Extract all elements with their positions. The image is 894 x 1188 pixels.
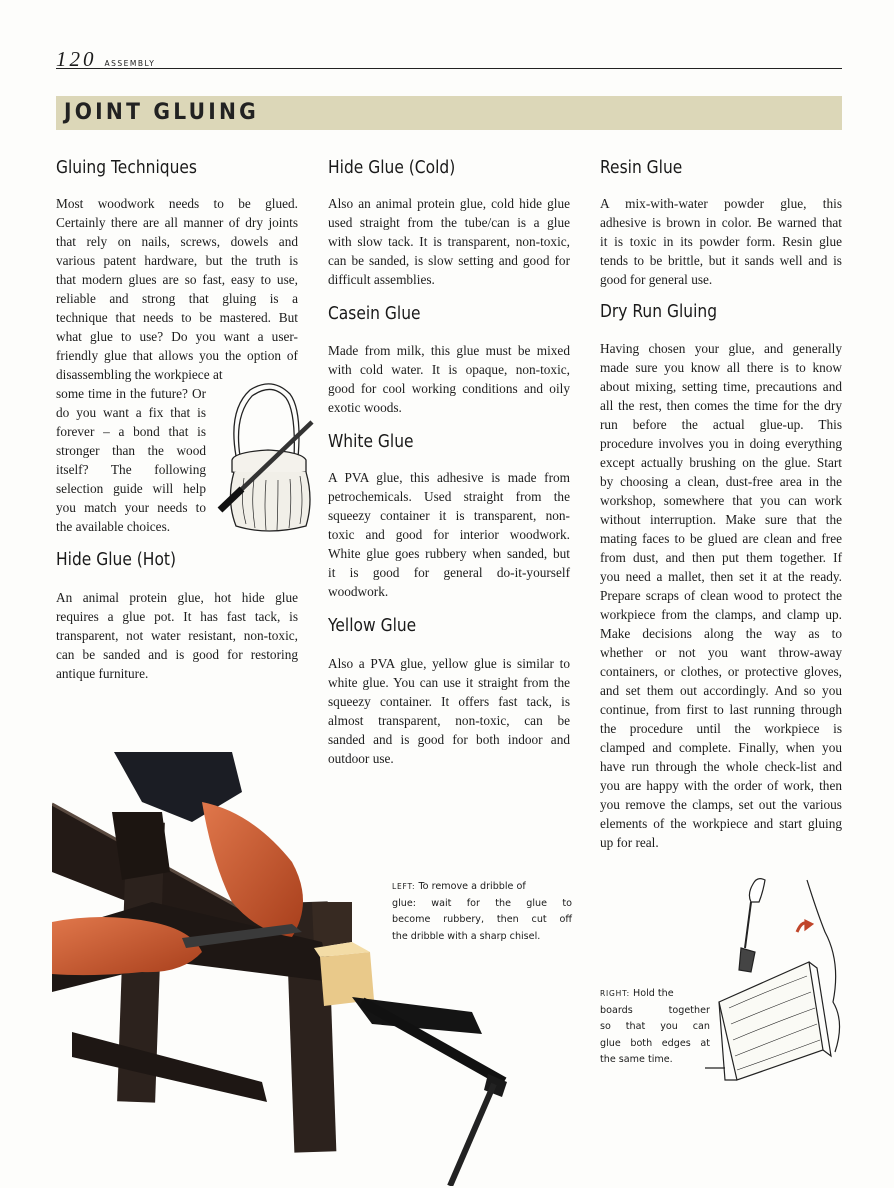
text-line: reliable and strong that gluing is a xyxy=(56,291,298,306)
text-line: stronger than the wood xyxy=(56,443,206,458)
heading-yellow-glue: Yellow Glue xyxy=(328,615,417,636)
para-yellow-glue xyxy=(328,654,570,768)
text-line: continue, from first to last running through xyxy=(600,702,842,717)
heading-dry-run-gluing: Dry Run Gluing xyxy=(600,301,718,322)
para-casein-glue xyxy=(328,341,570,417)
text-line: Make decisions along the way as to xyxy=(600,626,842,641)
text-line: so that you can xyxy=(600,1021,710,1032)
text-line: workshop, somewhere that you can work xyxy=(600,493,842,508)
heading-white-glue: White Glue xyxy=(328,431,414,452)
text-line: good for cool working conditions and oily xyxy=(328,381,570,396)
text-line: An animal protein glue, hot hide glue xyxy=(56,590,298,605)
text-line: technique that needs to be mastered. But xyxy=(56,310,298,325)
section-name: ASSEMBLY xyxy=(104,59,156,68)
text-line: glue: wait for the glue to xyxy=(392,897,572,909)
text-line: sanded and is good for both indoor and xyxy=(328,732,570,747)
text-line: white glue. You can use it straight from the xyxy=(328,675,570,690)
text-line: A mix-with-water powder glue, this xyxy=(600,196,842,211)
text-line: Also an animal protein glue, cold hide glue xyxy=(328,196,570,211)
text-line: by choosing a clean, dust-free area in the xyxy=(600,474,842,489)
text-line: that modern glues are so fast, easy to use, xyxy=(56,272,298,287)
text-line: woodwork. xyxy=(328,584,389,599)
text-line: it is toxic in its powder form. Resin glue xyxy=(600,234,842,249)
heading-casein-glue: Casein Glue xyxy=(328,303,421,324)
page-number: 120 xyxy=(56,47,97,71)
para-resin-glue xyxy=(600,194,842,289)
text-line: up for real. xyxy=(600,835,659,850)
text-line: clamped and complete. Finally, when you xyxy=(600,740,842,755)
text-line: some time in the future? Or xyxy=(56,386,206,401)
text-line: you are happy with the order of work, then xyxy=(600,778,842,793)
text-line: all the rest, then comes the time for the dry xyxy=(600,398,842,413)
text-line: containers, or clothes, or protective gloves, xyxy=(600,664,842,679)
text-line: itself? The following xyxy=(56,462,206,477)
text-line: run before the actual glue-up. This xyxy=(600,417,842,432)
text-line: various patent hardware, but the truth is xyxy=(56,253,298,268)
text-line: exotic woods. xyxy=(328,400,402,415)
text-line: with cold water. It is opaque, non-toxic, xyxy=(328,362,570,377)
text-line: almost transparent, non-toxic, can be xyxy=(328,713,570,728)
heading-resin-glue: Resin Glue xyxy=(600,157,683,178)
text-line: you match your needs to xyxy=(56,500,206,515)
text-line: glue both edges at xyxy=(600,1037,710,1049)
boards-sketch xyxy=(705,872,850,1084)
text-line: can be sanded and is good for restoring xyxy=(56,647,298,662)
text-line: selection guide will help xyxy=(56,481,206,496)
caption-left xyxy=(392,879,572,945)
text-line: without interruption. Make sure that the xyxy=(600,512,842,527)
text-line: made sure you know all there is to know xyxy=(600,360,842,375)
glue-pot-illustration xyxy=(214,360,318,536)
text-line: difficult assemblies. xyxy=(328,272,435,287)
text-line: the procedure until the workpiece is xyxy=(600,721,842,736)
text-line: outdoor use. xyxy=(328,751,394,766)
clamp-photo xyxy=(52,752,522,1186)
caption-right-tag: RIGHT: xyxy=(600,989,630,998)
para-hide-glue-cold xyxy=(328,194,570,289)
text-line: elements of the workpiece and start gluing xyxy=(600,816,842,831)
text-line: from dust, and then put them together. If xyxy=(600,550,842,565)
text-line: antique furniture. xyxy=(56,666,149,681)
text-line: what glue to use? Do you want a user- xyxy=(56,329,298,344)
text-line: To remove a dribble of xyxy=(418,881,526,892)
para-white-glue xyxy=(328,468,570,601)
text-line: Hold the xyxy=(633,988,674,999)
text-line: friendly glue that allows you the option of xyxy=(56,348,298,363)
column-2 xyxy=(328,157,570,768)
text-line: boards together xyxy=(600,1004,710,1016)
text-line: the same time. xyxy=(600,1054,673,1065)
text-line: good for general use. xyxy=(600,272,713,287)
text-line: petrochemicals. Used straight from the xyxy=(328,489,570,504)
text-line: workpiece from the clamps, and clamp up. xyxy=(600,607,842,622)
text-line: with slow tack. It is transparent, non-toxic, xyxy=(328,234,570,249)
text-line: used straight from the tube/can is a glue xyxy=(328,215,570,230)
text-line: A PVA glue, this adhesive is made from xyxy=(328,470,570,485)
text-line: it is good for general do-it-yourself xyxy=(328,565,570,580)
text-line: except actually brushing on the glue. Start xyxy=(600,455,842,470)
text-line: squeezy container it is transparent, non- xyxy=(328,508,570,523)
text-line: adhesive is brown in color. Be warned that xyxy=(600,215,842,230)
title-band xyxy=(56,96,842,130)
text-line: Prepare scraps of clean wood to protect the xyxy=(600,588,842,603)
text-line: have run through the whole check-list and xyxy=(600,759,842,774)
heading-hide-glue-hot: Hide Glue (Hot) xyxy=(56,549,177,570)
text-line: Made from milk, this glue must be mixed xyxy=(328,343,570,358)
text-line: you need a mallet, then set it at the ready. xyxy=(600,569,842,584)
text-line: disassembling the workpiece at xyxy=(56,367,223,382)
caption-right xyxy=(600,986,710,1069)
text-line: Also a PVA glue, yellow glue is similar to xyxy=(328,656,570,671)
text-line: toxic and good for interior woodwork. xyxy=(328,527,570,542)
text-line: requires a glue pot. It has fast tack, is xyxy=(56,609,298,624)
text-line: can be sanded, is slow setting and good for xyxy=(328,253,570,268)
text-line: transparent, not water resistant, non-toxic, xyxy=(56,628,298,643)
caption-left-text xyxy=(392,881,572,945)
text-line: Certainly there are all manner of dry joints xyxy=(56,215,298,230)
header-rule xyxy=(56,68,842,69)
text-line: procedure involves you in doing everything xyxy=(600,436,842,451)
heading-hide-glue-cold: Hide Glue (Cold) xyxy=(328,157,456,178)
caption-left-tag: LEFT: xyxy=(392,882,416,891)
para-dry-run-gluing xyxy=(600,339,842,852)
text-line: Most woodwork needs to be glued. xyxy=(56,196,298,211)
text-line: whether or not you want throw-away xyxy=(600,645,842,660)
text-line: and set them out accordingly. And so you xyxy=(600,683,842,698)
text-line: White glue goes rubbery when sanded, but xyxy=(328,546,570,561)
text-line: mating faces to be glued are clean and free xyxy=(600,531,842,546)
heading-gluing-techniques: Gluing Techniques xyxy=(56,157,197,178)
text-line: you remove the clamps, set out the various xyxy=(600,797,842,812)
text-line: tends to be brittle, but it sands well and is xyxy=(600,253,842,268)
column-3 xyxy=(600,157,842,852)
text-line: Having chosen your glue, and generally xyxy=(600,341,842,356)
caption-right-text xyxy=(600,988,710,1069)
para-hide-glue-hot xyxy=(56,588,298,683)
text-line: the dribble with a sharp chisel. xyxy=(392,930,541,942)
text-line: the available choices. xyxy=(56,519,171,534)
page-title: JOINT GLUING xyxy=(64,100,260,125)
text-line: about mixing, setting time, precautions and xyxy=(600,379,842,394)
text-line: forever – a bond that is xyxy=(56,424,206,439)
text-line: that rely on nails, screws, dowels and xyxy=(56,234,298,249)
text-line: do you want a fix that is xyxy=(56,405,206,420)
text-line: become rubbery, then cut off xyxy=(392,914,572,925)
text-line: squeezy container. It offers fast tack, is xyxy=(328,694,570,709)
